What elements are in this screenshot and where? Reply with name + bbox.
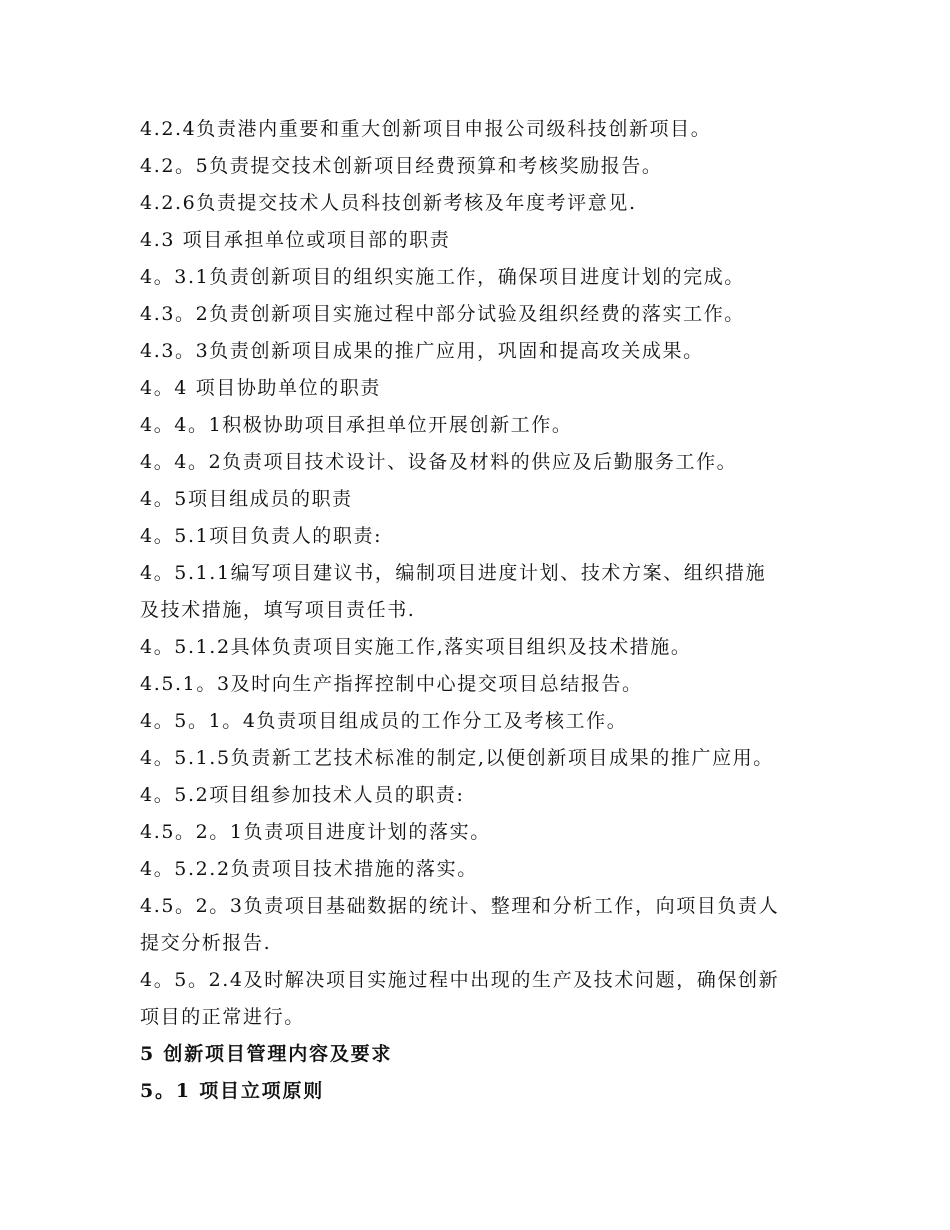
text-line: 4.5。2。3负责项目基础数据的统计、整理和分析工作，向项目负责人 [140, 895, 780, 917]
section-heading-5: 5 创新项目管理内容及要求 [140, 1043, 393, 1065]
text-line: 4.5。2。1负责项目进度计划的落实。 [140, 821, 491, 843]
text-line: 4。5.1.1编写项目建议书，编制项目进度计划、技术方案、组织措施 [140, 562, 767, 584]
text-line: 项目的正常进行。 [140, 1006, 305, 1028]
section-heading-4-3: 4.3 项目承担单位或项目部的职责 [140, 229, 451, 251]
text-line: 提交分析报告. [140, 932, 272, 954]
text-line: 4。4。2负责项目技术设计、设备及材料的供应及后勤服务工作。 [140, 451, 738, 473]
text-line: 4。5。2.4及时解决项目实施过程中出现的生产及技术问题，确保创新 [140, 969, 780, 991]
text-line: 4.2。5负责提交技术创新项目经费预算和考核奖励报告。 [140, 155, 663, 177]
text-line: 4。3.1负责创新项目的组织实施工作，确保项目进度计划的完成。 [140, 266, 745, 288]
text-line: 4.2.4负责港内重要和重大创新项目申报公司级科技创新项目。 [140, 118, 712, 140]
section-heading-4-5: 4。5项目组成员的职责 [140, 488, 353, 510]
document-body [140, 111, 812, 1110]
text-line: 及技术措施，填写项目责任书. [140, 599, 416, 621]
text-line: 4。5.1.5负责新工艺技术标准的制定,以便创新项目成果的推广应用。 [140, 747, 774, 769]
text-line: 4.3。2负责创新项目实施过程中部分试验及组织经费的落实工作。 [140, 303, 745, 325]
text-line: 4。5.2项目组参加技术人员的职责: [140, 784, 465, 806]
text-line: 4。5。1。4负责项目组成员的工作分工及考核工作。 [140, 710, 628, 732]
text-line: 4。5.2.2负责项目技术措施的落实。 [140, 858, 478, 880]
text-line: 4.5.1。3及时向生产指挥控制中心提交项目总结报告。 [140, 673, 643, 695]
text-line: 4。4。1积极协助项目承担单位开展创新工作。 [140, 414, 573, 436]
text-line: 4。5.1.2具体负责项目实施工作,落实项目组织及技术措施。 [140, 636, 692, 658]
text-line: 4.3。3负责创新项目成果的推广应用，巩固和提高攻关成果。 [140, 340, 704, 362]
section-heading-5-1: 5。1 项目立项原则 [140, 1080, 325, 1102]
section-heading-4-4: 4。4 项目协助单位的职责 [140, 377, 382, 399]
text-line: 4。5.1项目负责人的职责: [140, 525, 383, 547]
text-line: 4.2.6负责提交技术人员科技创新考核及年度考评意见. [140, 192, 637, 214]
